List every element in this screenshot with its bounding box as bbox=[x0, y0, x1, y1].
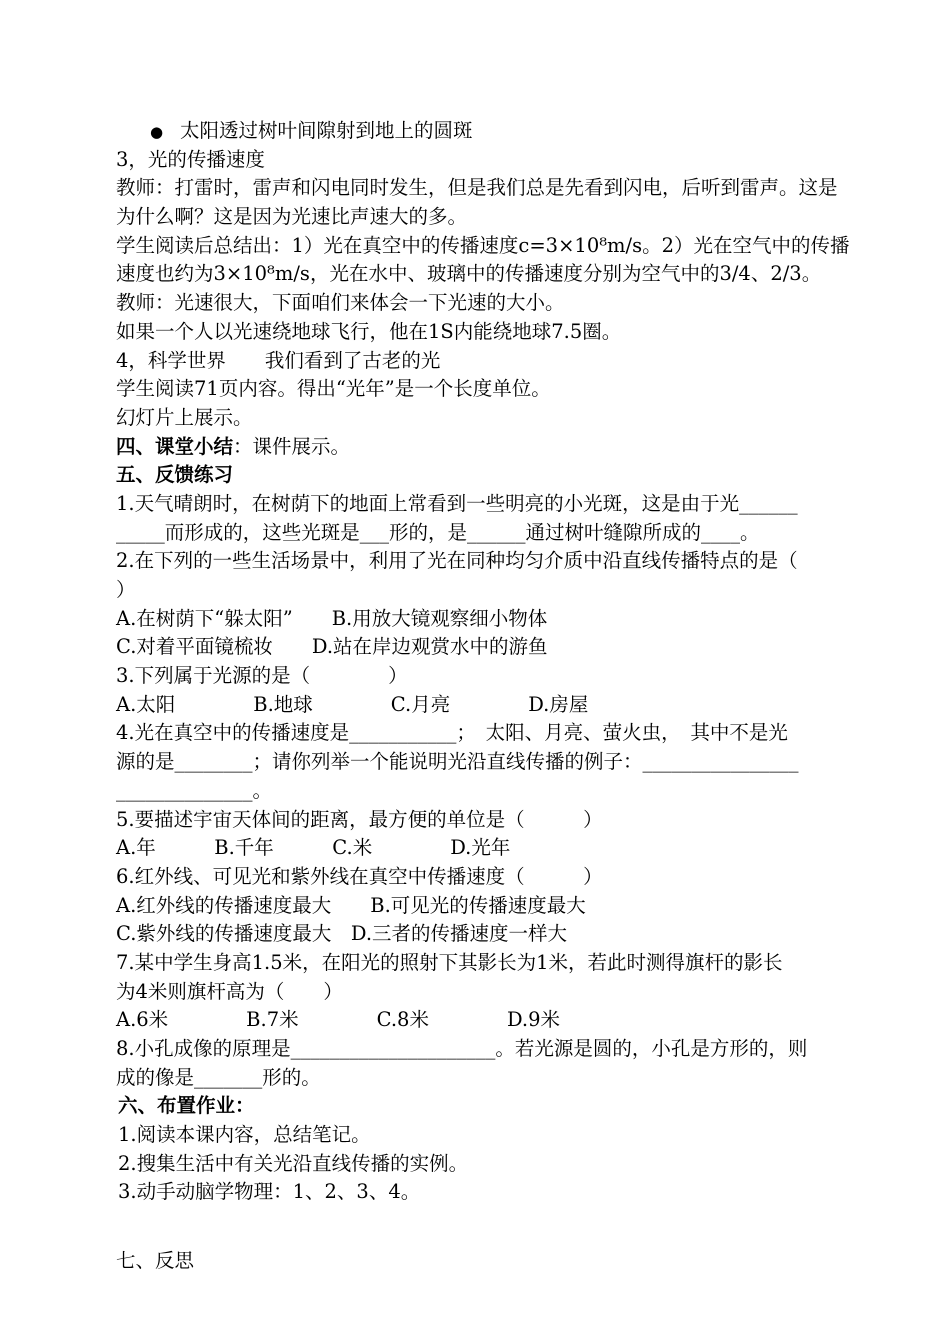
section-light-speed: 3，光的传播速度 bbox=[116, 147, 265, 171]
question-2-cont: ） bbox=[116, 578, 136, 601]
question-6-options-ab: A.红外线的传播速度最大 B.可见光的传播速度最大 bbox=[116, 893, 586, 917]
section-reflection: 七、反思 bbox=[116, 1249, 195, 1273]
question-7: 7.某中学生身高1.5米，在阳光的照射下其影长为1米，若此时测得旗杆的影长 bbox=[116, 950, 783, 974]
question-3: 3.下列属于光源的是（ ） bbox=[116, 664, 408, 688]
question-6: 6.红外线、可见光和紫外线在真空中传播速度（ ） bbox=[116, 864, 603, 888]
question-6-options-cd: C.紫外线的传播速度最大 D.三者的传播速度一样大 bbox=[116, 922, 568, 946]
paragraph-line: 学生阅读后总结出：1）光在真空中的传播速度c=3×10⁸m/s。2）光在空气中的传播 bbox=[116, 233, 850, 257]
bullet-icon: ● bbox=[150, 123, 164, 141]
question-4: 4.光在真空中的传播速度是___________； 太阳、月亮、萤火虫， 其中不是光 bbox=[116, 721, 788, 745]
paragraph-line: 速度也约为3×10⁸m/s，光在水中、玻璃中的传播速度分别为空气中的3/4、2/3。 bbox=[116, 262, 822, 286]
paragraph-line: 为什么啊？这是因为光速比声速大的多。 bbox=[116, 205, 468, 229]
homework-item: 3.动手动脑学物理：1、2、3、4。 bbox=[118, 1180, 421, 1204]
section-science-world: 4，科学世界 我们看到了古老的光 bbox=[116, 348, 441, 372]
question-1: 1.天气晴朗时，在树荫下的地面上常看到一些明亮的小光斑，这是由于光______ bbox=[116, 491, 798, 515]
paragraph-line: 学生阅读71页内容。得出“光年”是一个长度单位。 bbox=[116, 377, 551, 401]
section-heading: 六、布置作业： bbox=[118, 1094, 255, 1118]
question-8-cont: 成的像是_______形的。 bbox=[116, 1065, 321, 1089]
document-body bbox=[116, 117, 886, 1276]
question-1-cont: _____而形成的，这些光斑是___形的，是______通过树叶缝隙所成的____。 bbox=[116, 520, 760, 544]
section-summary bbox=[116, 433, 886, 462]
section-homework bbox=[116, 1092, 886, 1121]
paragraph-line: 如果一个人以光速绕地球飞行，他在1S内能绕地球7.5圈。 bbox=[116, 319, 622, 343]
question-2-options-ab: A.在树荫下“躲太阳” B.用放大镜观察细小物体 bbox=[116, 606, 548, 630]
bullet-text: 太阳透过树叶间隙射到地上的圆斑 bbox=[180, 119, 473, 142]
question-7-cont: 为4米则旗杆高为（ ） bbox=[116, 979, 343, 1003]
section-heading: 四、课堂小结 bbox=[116, 434, 234, 458]
bullet-line bbox=[116, 117, 886, 146]
homework-item: 2.搜集生活中有关光沿直线传播的实例。 bbox=[118, 1151, 469, 1175]
section-heading: 五、反馈练习 bbox=[116, 463, 234, 487]
question-3-options: A.太阳 B.地球 C.月亮 D.房屋 bbox=[116, 692, 589, 716]
question-2-options-cd: C.对着平面镜梳妆 D.站在岸边观赏水中的游鱼 bbox=[116, 635, 548, 659]
question-7-options: A.6米 B.7米 C.8米 D.9米 bbox=[116, 1008, 560, 1032]
section-text: ：课件展示。 bbox=[233, 434, 351, 458]
question-5-options: A.年 B.千年 C.米 D.光年 bbox=[116, 836, 511, 860]
question-5: 5.要描述宇宙天体间的距离，最方便的单位是（ ） bbox=[116, 807, 603, 831]
spacer bbox=[116, 1207, 886, 1247]
question-4-cont: ______________。 bbox=[116, 778, 273, 802]
section-feedback bbox=[116, 461, 886, 490]
homework-item: 1.阅读本课内容，总结笔记。 bbox=[118, 1123, 371, 1147]
paragraph-line: 教师：光速很大，下面咱们来体会一下光速的大小。 bbox=[116, 291, 565, 315]
question-2: 2.在下列的一些生活场景中，利用了光在同种均匀介质中沿直线传播特点的是（ bbox=[116, 549, 798, 573]
question-4-cont: 源的是________；请你列举一个能说明光沿直线传播的例子：________________ bbox=[116, 750, 799, 774]
paragraph-line: 幻灯片上展示。 bbox=[116, 405, 253, 429]
question-8: 8.小孔成像的原理是_____________________。若光源是圆的，小孔是方形的，则 bbox=[116, 1037, 808, 1060]
paragraph-line: 教师：打雷时，雷声和闪电同时发生，但是我们总是先看到闪电，后听到雷声。这是 bbox=[116, 176, 838, 200]
